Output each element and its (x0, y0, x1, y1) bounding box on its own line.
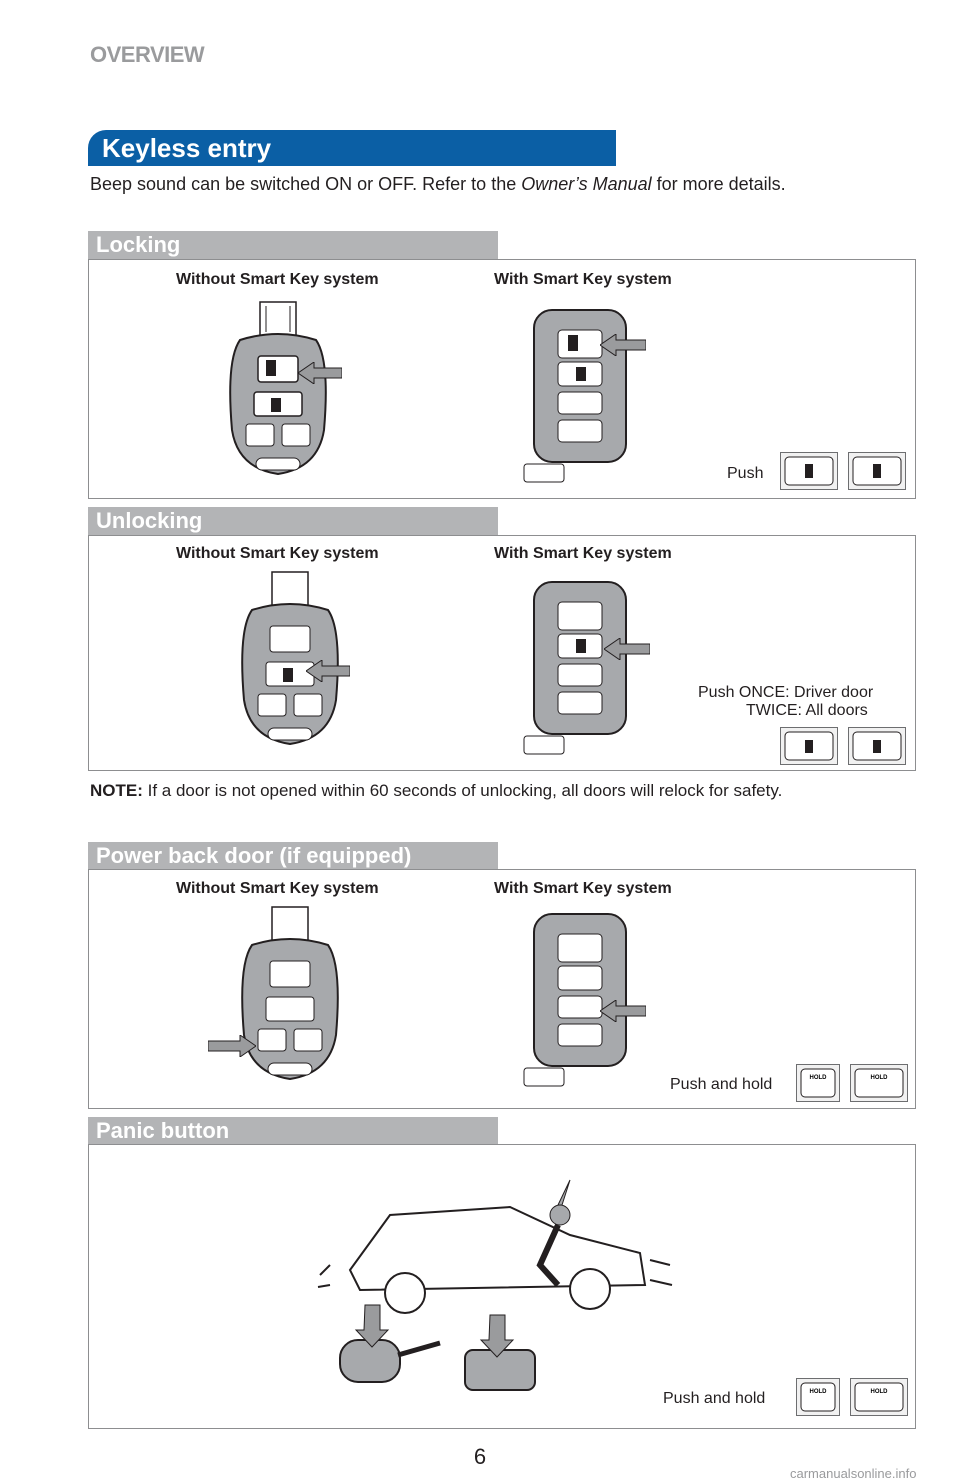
power-back-door-header: Power back door (if equipped) (88, 842, 498, 870)
unlocking-with-label: With Smart Key system (494, 545, 672, 562)
pbd-without-label: Without Smart Key system (176, 880, 379, 897)
locking-with-label: With Smart Key system (494, 271, 672, 288)
lock-icon (852, 456, 902, 486)
back-door-button-smart (850, 1064, 908, 1102)
arrow-icon (306, 660, 350, 682)
svg-text:HOLD: HOLD (809, 1389, 827, 1395)
intro-text: Beep sound can be switched ON or OFF. Refer to the Owner’s Manual for more details. (90, 174, 786, 194)
lock-icon (784, 456, 834, 486)
pbd-instruction: Push and hold (670, 1076, 773, 1093)
locking-without-label: Without Smart Key system (176, 271, 379, 288)
key-fob-standard-locking (218, 300, 348, 485)
page-title: Keyless entry (102, 133, 272, 163)
unlocking-instruction-2: TWICE: All doors (746, 702, 868, 719)
back-door-button-standard (796, 1064, 840, 1102)
page-number: 6 (473, 1444, 487, 1469)
panic-header: Panic button (88, 1117, 498, 1145)
locking-header: Locking (88, 231, 498, 259)
unlock-icon (784, 731, 834, 761)
overview-heading: OVERVIEW (90, 42, 205, 67)
arrow-icon (600, 334, 646, 356)
svg-text:HOLD: HOLD (809, 1075, 827, 1081)
unlock-button-standard (780, 727, 838, 765)
power-back-door-panel (88, 869, 916, 1109)
unlocking-without-label: Without Smart Key system (176, 545, 379, 562)
pbd-with-label: With Smart Key system (494, 880, 672, 897)
locking-instruction: Push (727, 465, 764, 482)
svg-text:HOLD: HOLD (870, 1075, 888, 1081)
lock-button-smart (848, 452, 906, 490)
back-door-icon (800, 1068, 836, 1098)
panic-icon (800, 1382, 836, 1412)
panic-illustration (310, 1165, 680, 1415)
arrow-icon (298, 362, 342, 384)
footer-url: carmanualsonline.info (790, 1466, 917, 1481)
unlock-button-smart (848, 727, 906, 765)
panic-button-standard (796, 1378, 840, 1416)
unlocking-instruction-1: Push ONCE: Driver door (698, 684, 874, 701)
unlocking-header: Unlocking (88, 507, 498, 535)
panic-icon (854, 1382, 904, 1412)
panic-instruction: Push and hold (663, 1390, 766, 1407)
arrow-icon (208, 1035, 256, 1057)
arrow-icon (604, 638, 650, 660)
title-bar (88, 130, 616, 166)
panic-button-smart (850, 1378, 908, 1416)
svg-text:HOLD: HOLD (870, 1389, 888, 1395)
back-door-icon (854, 1068, 904, 1098)
note-text: NOTE: If a door is not opened within 60 seconds of unlocking, all doors will relock for safety. (90, 781, 783, 800)
arrow-icon (600, 1000, 646, 1022)
lock-button-standard (780, 452, 838, 490)
smart-key-fob-unlocking (520, 580, 632, 760)
unlock-icon (852, 731, 902, 761)
key-fob-standard-back-door (230, 905, 360, 1090)
